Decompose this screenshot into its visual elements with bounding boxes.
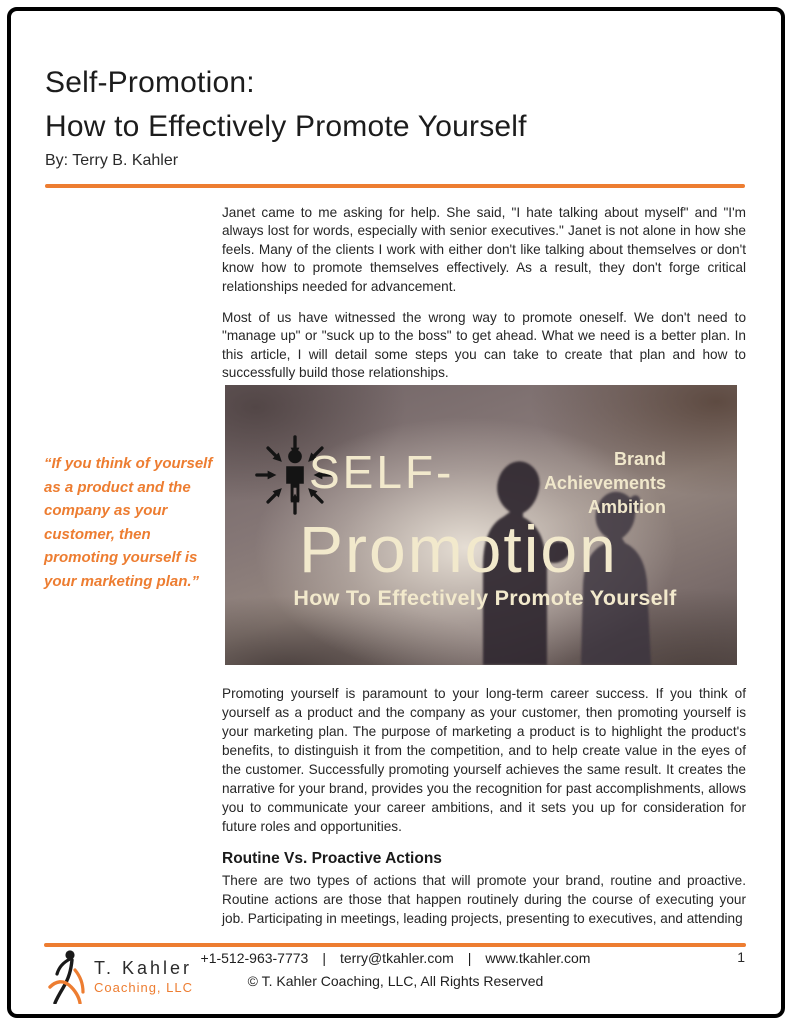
section-heading: Routine Vs. Proactive Actions — [222, 850, 442, 867]
hero-keyword-achievements: Achievements — [543, 473, 666, 493]
hero-keyword-ambition: Ambition — [588, 497, 666, 517]
separator: | — [322, 950, 326, 966]
paragraph-intro-1: Janet came to me asking for help. She said, "I hate talking about myself" and "I'm always lost for words, especially with senior executives." Janet is not alone in how she feels. Many of the clients I work with either don't like talking about themselves or don't know how to promote themselves effectively. As a result, they don't forge critical relationships needed for advancement. — [222, 205, 746, 294]
page-title-line1: Self-Promotion: — [45, 66, 255, 99]
paragraph-promoting: Promoting yourself is paramount to your long-term career success. If you think of yourself as a product and the company as your customer, then promoting yourself is your marketing plan. The purpose of marketing a product is to highlight the product's benefits, to distinguish it from the competition, and to help create value in the eyes of the customer. Successfully promoting yourself achieves the same result. It creates the narrative for your brand, provides you the recognition for past accomplishments, allows you to communicate your career ambitions, and it sets you up for consideration for future roles and opportunities. — [222, 686, 746, 834]
paragraph-routine: There are two types of actions that will promote your brand, routine and proactive. Routine actions are those that happen routinely during the course of executing your job. Participating in meetings, leading projects, presenting to executives, and attending — [222, 873, 746, 926]
email-address: terry@tkahler.com — [339, 950, 454, 966]
phone-number: +1-512-963-7773 — [200, 950, 309, 966]
intro-column — [222, 204, 746, 396]
hero-word-promotion: Promotion — [299, 512, 618, 586]
logo-company-subtitle: Coaching, LLC — [94, 979, 193, 995]
paragraph-intro-2: Most of us have witnessed the wrong way to promote oneself. We don't need to "manage up" or "suck up to the boss" to get ahead. What we need is a better plan. In this article, I will detail some steps you can take to create that plan and how to successfully build those relationships. — [222, 310, 746, 381]
hero-subtitle: How To Effectively Promote Yourself — [293, 586, 677, 610]
hero-keywords — [544, 447, 666, 519]
byline: By: Terry B. Kahler — [45, 152, 179, 169]
copyright-notice: © T. Kahler Coaching, LLC, All Rights Reserved — [247, 973, 544, 989]
hero-keyword-brand: Brand — [613, 449, 666, 469]
footer-contact-line — [0, 950, 791, 966]
separator: | — [467, 950, 472, 966]
pull-quote: “If you think of yourself as a product and the company as your customer, then promoting yourself is your marketing plan.” — [44, 455, 213, 590]
body-column — [222, 684, 746, 941]
website-url: www.tkahler.com — [485, 950, 591, 966]
footer-divider — [44, 943, 746, 947]
header-divider — [45, 184, 745, 188]
hero-word-self: SELF- — [309, 446, 455, 498]
page-title-line2: How to Effectively Promote Yourself — [45, 110, 527, 143]
hero-image — [225, 385, 737, 665]
page-number: 1 — [737, 949, 745, 965]
logo-company-name: T. Kahler — [94, 957, 193, 978]
